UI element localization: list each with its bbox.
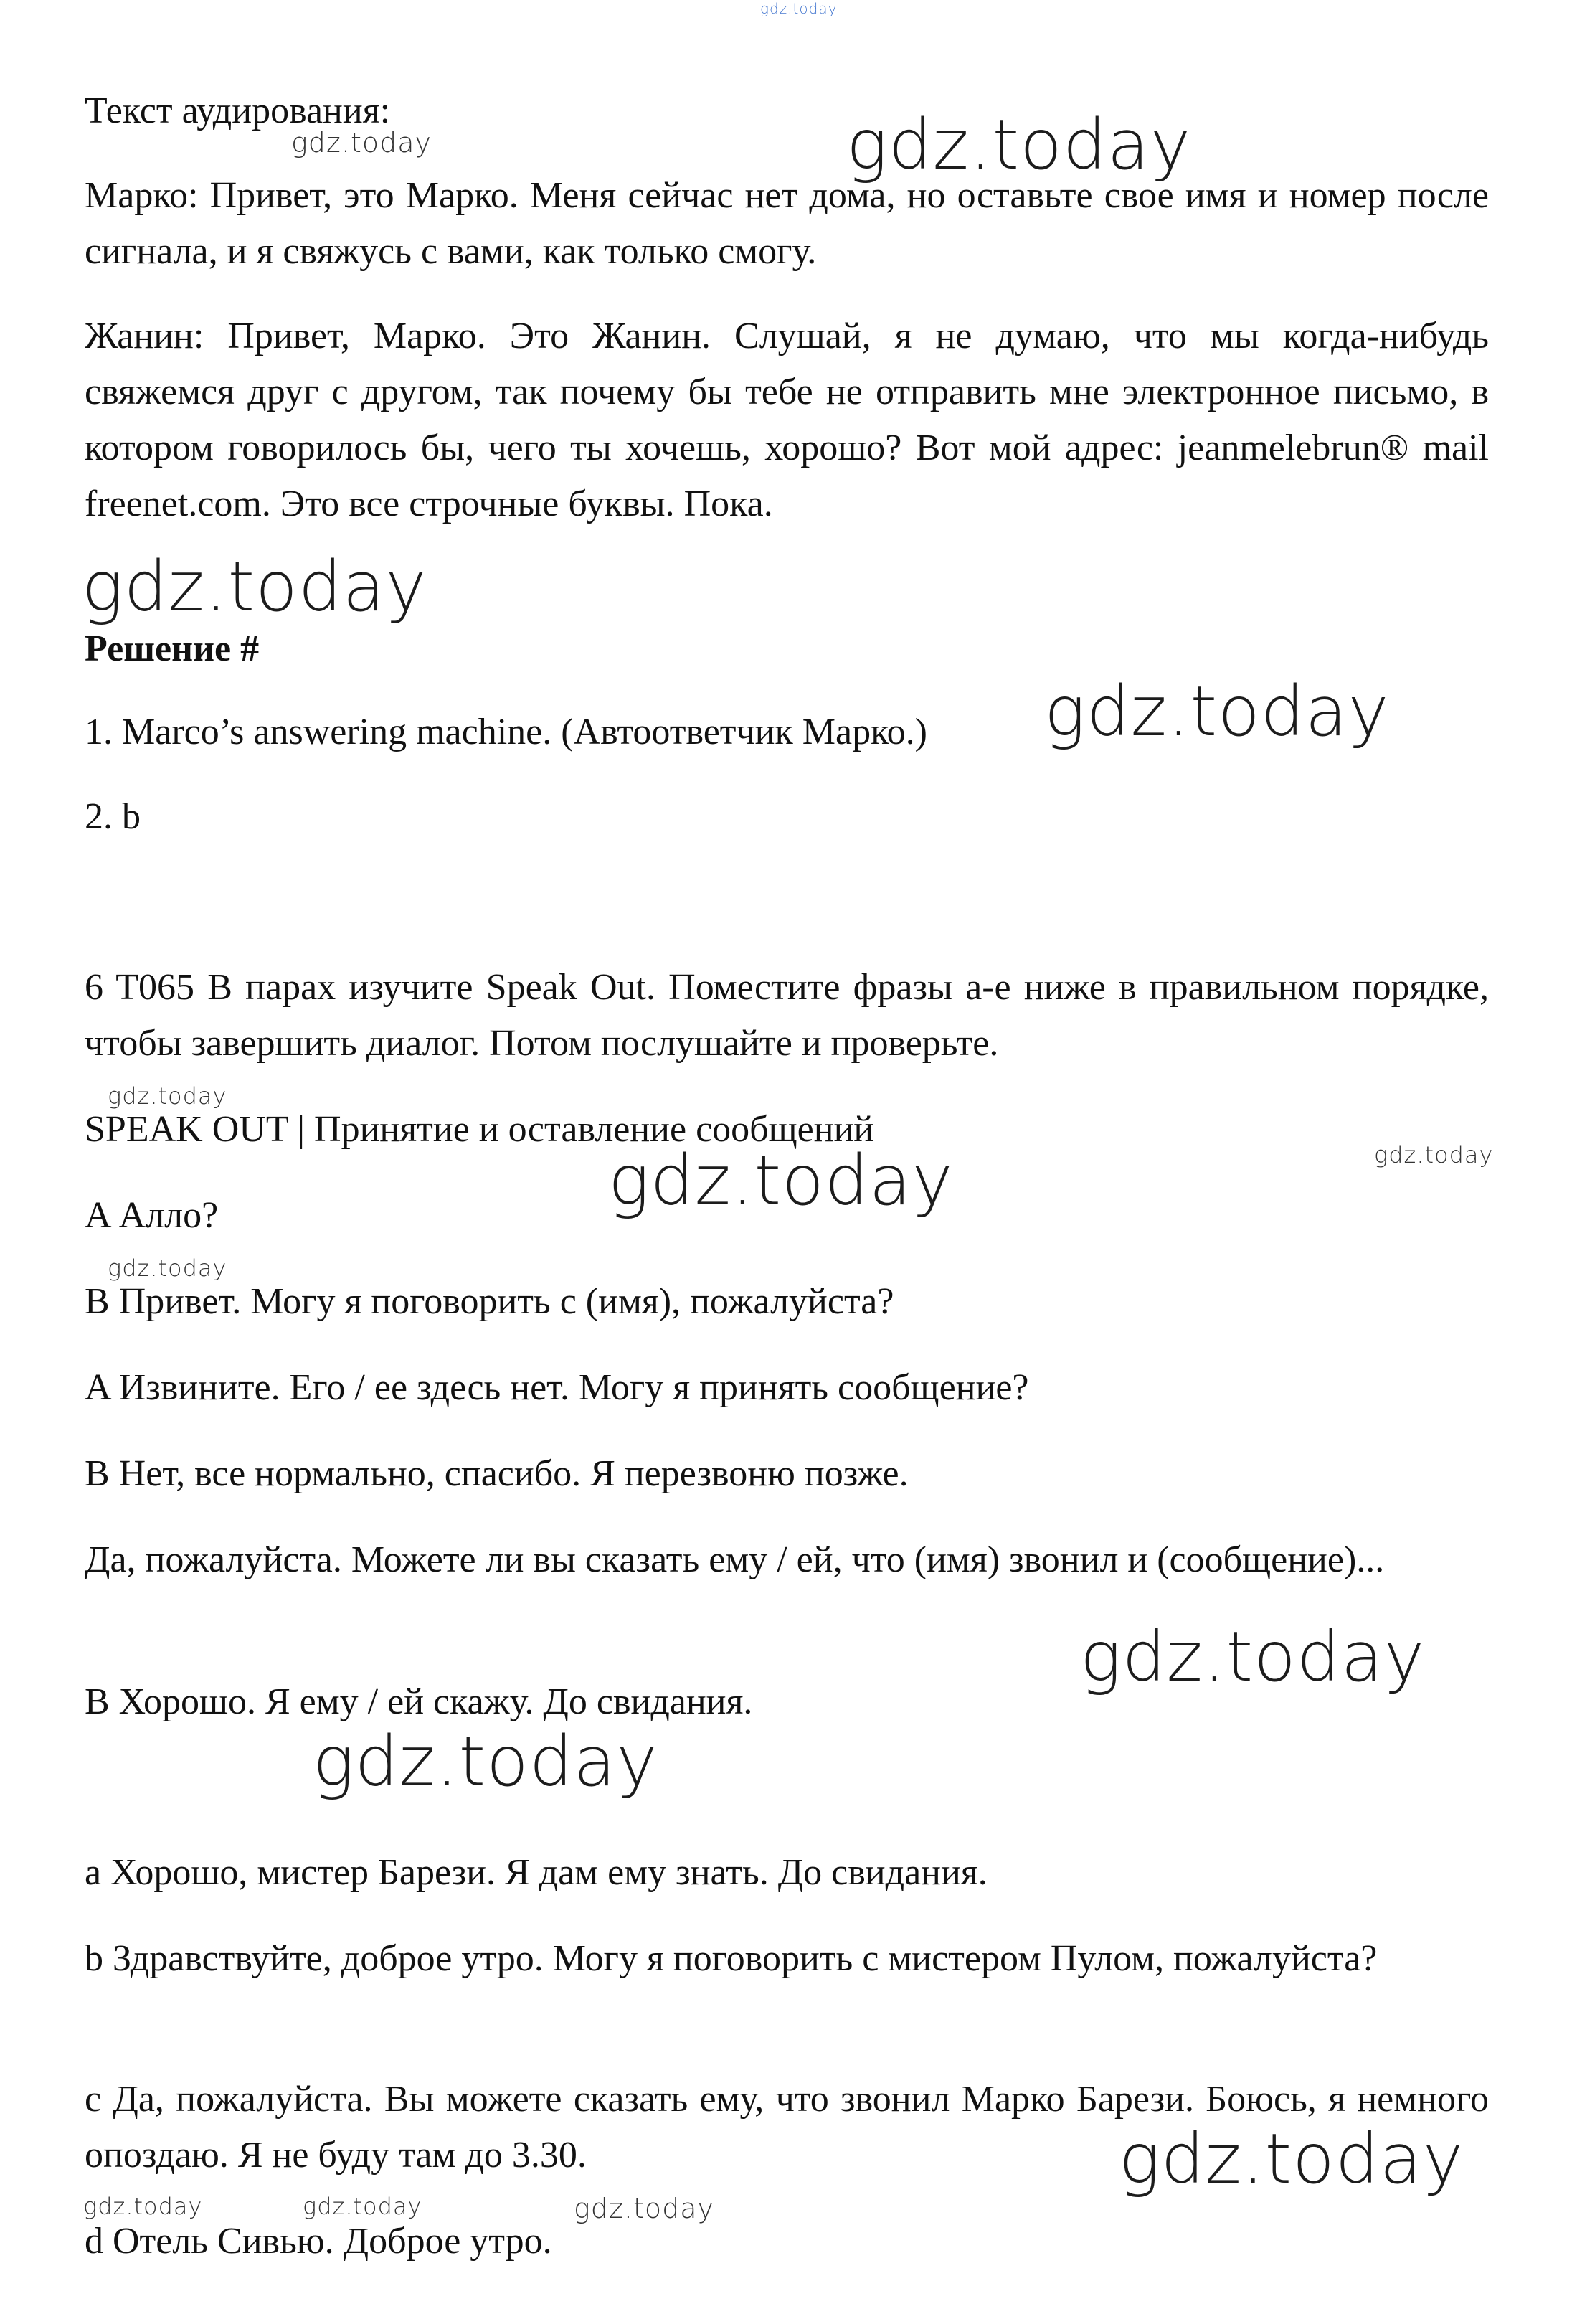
- listening-heading: Текст аудирования:: [85, 90, 391, 131]
- watermark-small: gdz.today: [574, 2193, 714, 2224]
- phrase-item: b Здравствуйте, доброе утро. Могу я поговорить с мистером Пулом, пожалуйста?: [85, 1938, 1378, 1979]
- listening-marco-paragraph: Марко: Привет, это Марко. Меня сейчас нет дома, но оставьте свое имя и номер после сигнала, и я свяжусь с вами, как только смогу.: [85, 175, 1489, 272]
- dialogue-line: B Привет. Могу я поговорить с (имя), пожалуйста?: [85, 1281, 894, 1322]
- watermark-large: gdz.today: [1044, 671, 1390, 752]
- speak-out-title: SPEAK OUT | Принятие и оставление сообщений: [85, 1109, 874, 1150]
- dialogue-line: Да, пожалуйста. Можете ли вы сказать ему / ей, что (имя) звонил и (сообщение)...: [85, 1539, 1385, 1580]
- phrase-item: d Отель Сивью. Доброе утро.: [85, 2221, 552, 2262]
- watermark-large: gdz.today: [846, 105, 1192, 185]
- solution-answer-2: 2. b: [85, 796, 141, 837]
- watermark-large: gdz.today: [82, 547, 427, 627]
- watermark-large: gdz.today: [608, 1140, 954, 1221]
- solution-answer-1: 1. Marco’s answering machine. (Автоответчик Марко.): [85, 712, 928, 752]
- dialogue-line: B Хорошо. Я ему / ей скажу. До свидания.: [85, 1681, 753, 1722]
- watermark-small: gdz.today: [1374, 1141, 1494, 1168]
- watermark-top-tiny: gdz.today: [760, 0, 838, 17]
- solution-heading: Решение #: [85, 628, 260, 669]
- watermark-large: gdz.today: [1080, 1617, 1426, 1697]
- watermark-small: gdz.today: [108, 1255, 227, 1282]
- watermark-large: gdz.today: [313, 1721, 658, 1802]
- dialogue-line: A Алло?: [85, 1195, 219, 1236]
- phrase-item: c Да, пожалуйста. Вы можете сказать ему, что звонил Марко Барези. Боюсь, я немного опоздаю. Я не буду там до 3.30.: [85, 2079, 1489, 2176]
- phrase-item: a Хорошо, мистер Барези. Я дам ему знать. До свидания.: [85, 1852, 988, 1893]
- watermark-small: gdz.today: [108, 1082, 227, 1110]
- dialogue-line: A Извините. Его / ее здесь нет. Могу я принять сообщение?: [85, 1367, 1029, 1408]
- dialogue-line: B Нет, все нормально, спасибо. Я перезвоню позже.: [85, 1453, 909, 1494]
- watermark-large: gdz.today: [1119, 2119, 1464, 2199]
- watermark-small: gdz.today: [291, 127, 432, 159]
- listening-janine-paragraph: Жанин: Привет, Марко. Это Жанин. Слушай, я не думаю, что мы когда-нибудь свяжемся друг с другом, так почему бы тебе не отправить мне электронное письмо, в котором говорилось бы, чего ты хочешь, хорошо? Вот мой адрес: jeanmelebrun® mail freenet.com. Это все строчные буквы. Пока.: [85, 316, 1489, 524]
- task-instruction: 6 T065 В парах изучите Speak Out. Поместите фразы a-e ниже в правильном порядке, чтобы завершить диалог. Потом послушайте и проверьте.: [85, 967, 1489, 1064]
- watermark-small: gdz.today: [83, 2193, 203, 2220]
- watermark-small: gdz.today: [303, 2193, 422, 2220]
